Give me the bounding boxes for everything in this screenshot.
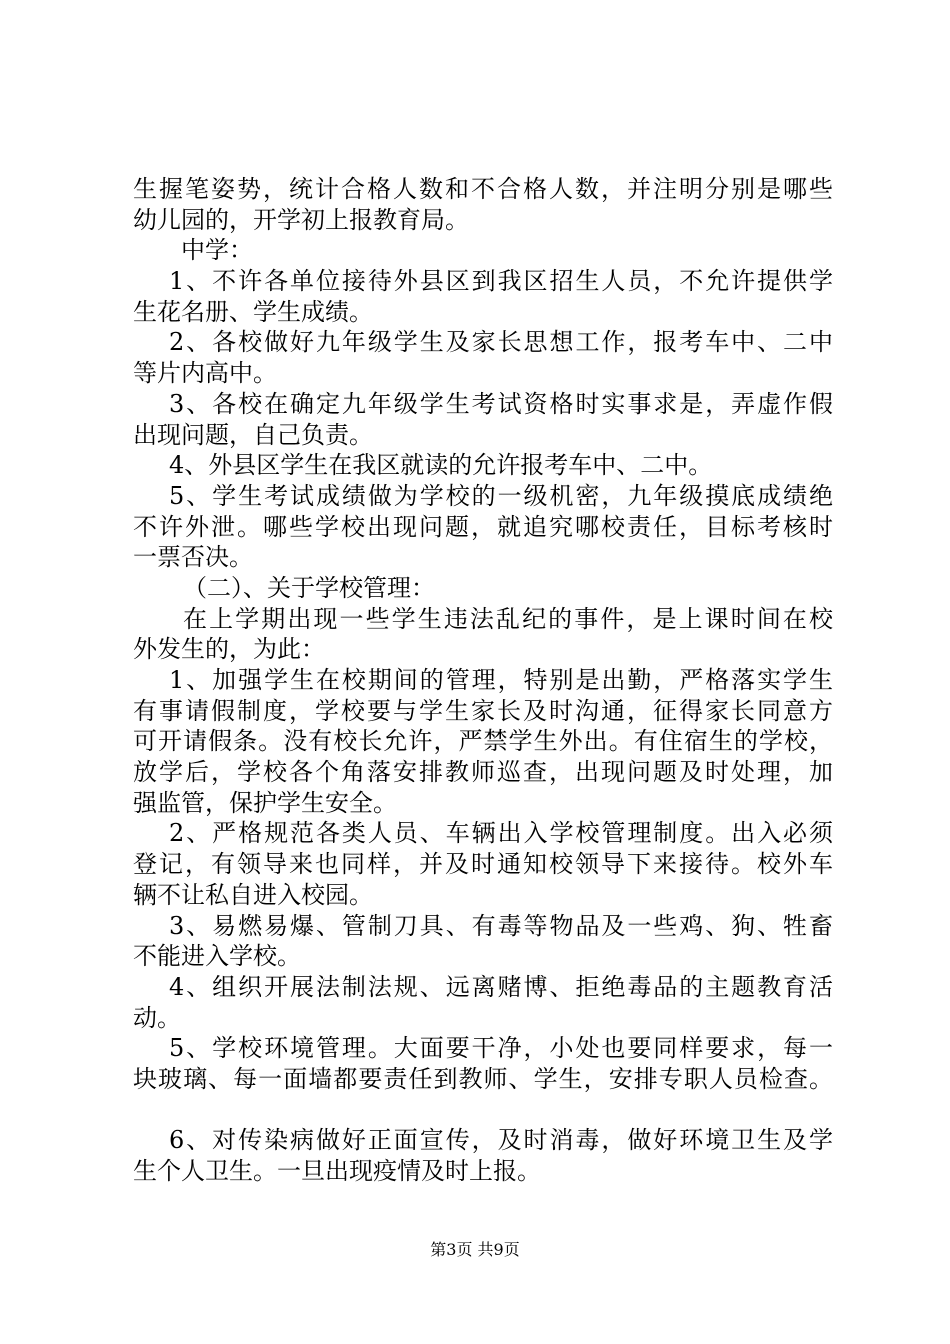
- text-line: 2、严格规范各类人员、车辆出入学校管理制度。出入必须: [169, 819, 833, 848]
- text-line: 幼儿园的，开学初上报教育局。: [133, 205, 469, 234]
- text-line: 4、外县区学生在我区就读的允许报考车中、二中。: [169, 451, 713, 480]
- text-line: 2、各校做好九年级学生及家长思想工作，报考车中、二中: [169, 328, 833, 357]
- text-line: 3、易燃易爆、管制刀具、有毒等物品及一些鸡、狗、牲畜: [169, 911, 833, 940]
- text-line: 一票否决。: [133, 543, 253, 572]
- section-heading: 中学：: [181, 236, 253, 265]
- text-line: 4、组织开展法制法规、远离赌博、拒绝毒品的主题教育活: [169, 972, 833, 1001]
- text-line: 生个人卫生。一旦出现疫情及时上报。: [133, 1157, 541, 1185]
- text-line: 生花名册、学生成绩。: [133, 297, 373, 326]
- text-line: 外发生的，为此：: [133, 635, 325, 664]
- text-line: 等片内高中。: [133, 359, 277, 388]
- section-heading: （二）、关于学校管理：: [183, 573, 435, 602]
- text-line: 6、对传染病做好正面宣传，及时消毒，做好环境卫生及学: [169, 1126, 833, 1155]
- document-body: [133, 174, 833, 1187]
- text-line: 登记，有领导来也同样，并及时通知校领导下来接待。校外车: [133, 850, 833, 879]
- text-line: 出现问题，自己负责。: [133, 420, 373, 449]
- text-line: 放学后，学校各个角落安排教师巡查，出现问题及时处理，加: [133, 758, 833, 787]
- text-line: 有事请假制度，学校要与学生家长及时沟通，征得家长同意方: [133, 696, 833, 725]
- page-number-footer: 第3页 共9页: [430, 1240, 520, 1259]
- text-line: 不许外泄。哪些学校出现问题，就追究哪校责任，目标考核时: [133, 512, 833, 541]
- text-line: 可开请假条。没有校长允许，严禁学生外出。有住宿生的学校，: [133, 727, 833, 756]
- blank-line: [133, 1095, 833, 1126]
- text-line: 5、学校环境管理。大面要干净，小处也要同样要求，每一: [169, 1034, 833, 1063]
- text-line: 1、不许各单位接待外县区到我区招生人员，不允许提供学: [169, 267, 833, 296]
- text-line: 辆不让私自进入校园。: [133, 880, 373, 909]
- text-line: 不能进入学校。: [133, 942, 301, 971]
- text-line: 块玻璃、每一面墙都要责任到教师、学生，安排专职人员检查。: [133, 1064, 833, 1093]
- text-line: 生握笔姿势，统计合格人数和不合格人数，并注明分别是哪些: [133, 175, 833, 203]
- text-line: 5、学生考试成绩做为学校的一级机密，九年级摸底成绩绝: [169, 481, 833, 510]
- text-line: 在上学期出现一些学生违法乱纪的事件，是上课时间在校: [183, 604, 833, 633]
- text-line: 3、各校在确定九年级学生考试资格时实事求是，弄虚作假: [169, 389, 833, 418]
- text-line: 1、加强学生在校期间的管理，特别是出勤，严格落实学生: [169, 666, 833, 694]
- text-line: 动。: [133, 1003, 181, 1032]
- text-line: 强监管，保护学生安全。: [133, 788, 397, 817]
